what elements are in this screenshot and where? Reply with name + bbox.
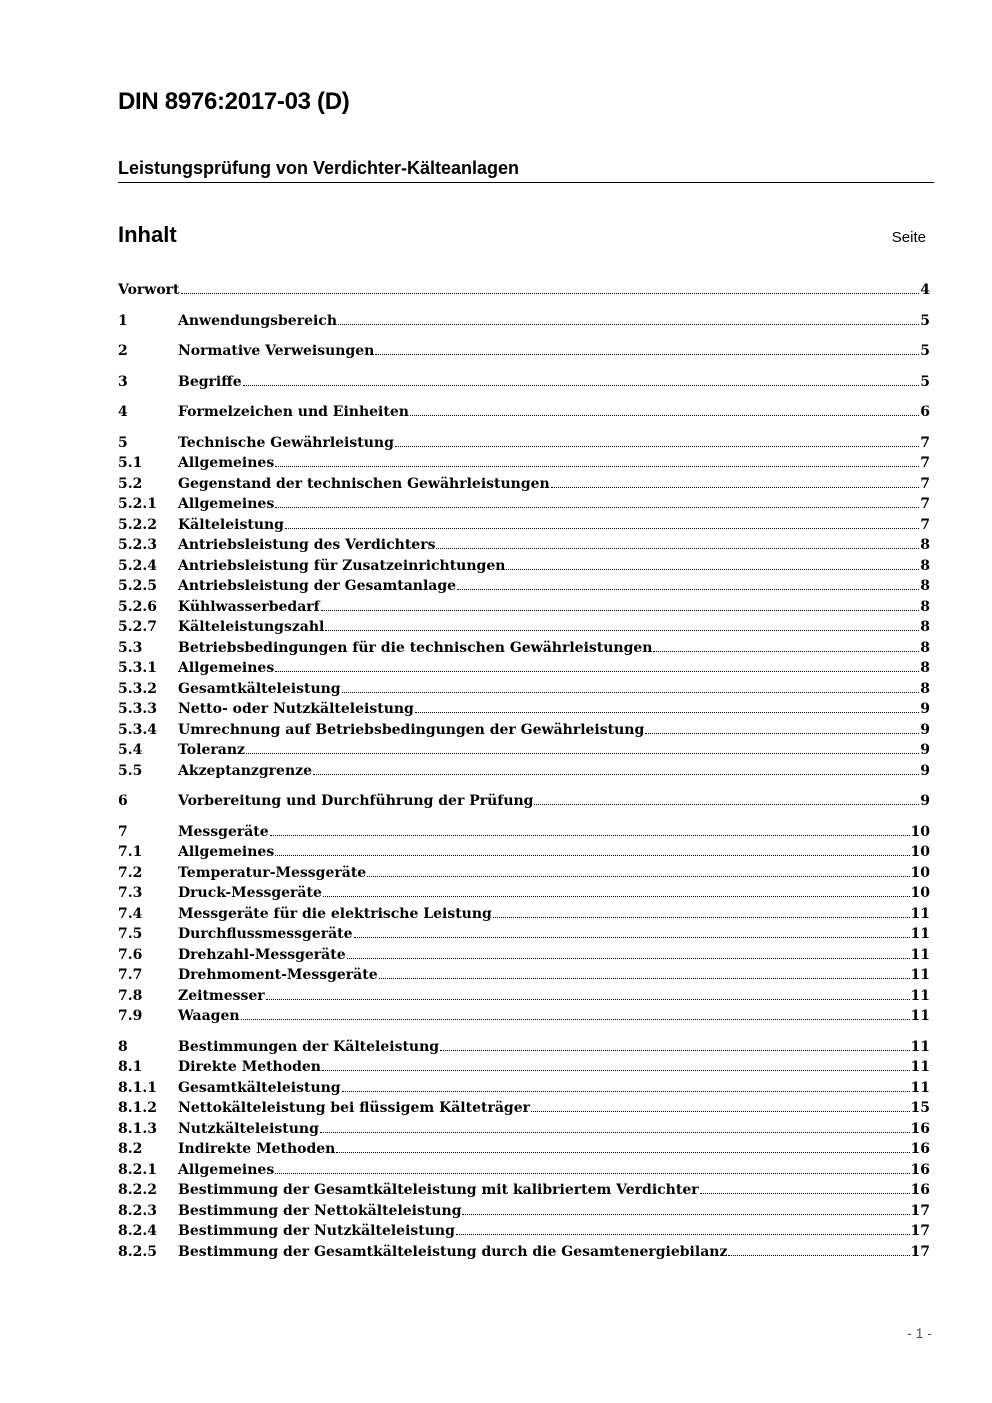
toc-entry-number: 7.2	[118, 864, 143, 881]
toc-entry[interactable]	[118, 904, 930, 925]
toc-entry-title: Direkte Methoden	[178, 1059, 321, 1075]
toc-entry-number: 7	[118, 823, 128, 840]
toc-entry[interactable]	[118, 402, 930, 423]
toc-entry-title: Drehmoment-Messgeräte	[178, 967, 378, 983]
toc-entry[interactable]	[118, 1160, 930, 1181]
toc-entry[interactable]	[118, 658, 930, 679]
toc-dot-leader	[551, 483, 920, 488]
toc-entry[interactable]	[118, 791, 930, 812]
toc-dot-leader	[531, 1107, 910, 1112]
toc-entry-number: 2	[118, 343, 128, 359]
toc-entry[interactable]	[118, 280, 930, 301]
toc-entry-number: 5.3	[118, 639, 143, 656]
toc-entry-page: 11	[910, 905, 930, 922]
toc-entry-page: 8	[920, 578, 930, 594]
toc-entry-number: 5.3.1	[118, 660, 157, 676]
toc-entry-title: Antriebsleistung für Zusatzeinrichtungen	[178, 557, 506, 574]
toc-entry-number: 6	[118, 793, 128, 809]
toc-entry-number: 5.2.2	[118, 516, 157, 533]
toc-dot-leader	[436, 544, 919, 549]
toc-entry-number: 8.2.4	[118, 1223, 157, 1239]
toc-entry-title: Allgemeines	[178, 455, 275, 471]
toc-dot-leader	[181, 289, 920, 294]
toc-dot-leader	[323, 892, 910, 897]
toc-entry-title: Formelzeichen und Einheiten	[178, 404, 409, 420]
toc-entry-page: 7	[920, 475, 930, 492]
toc-entry-number: 7.4	[118, 905, 143, 922]
toc-entry-title: Allgemeines	[178, 496, 275, 512]
toc-dot-leader	[506, 565, 919, 570]
toc-entry-title: Normative Verweisungen	[178, 343, 375, 359]
toc-entry-page: 10	[910, 864, 930, 881]
toc-entry-page: 8	[920, 660, 930, 676]
toc-dot-leader	[275, 503, 919, 508]
toc-entry-page: 10	[910, 885, 930, 901]
toc-entry-page: 8	[920, 598, 930, 615]
toc-entry[interactable]	[118, 1098, 930, 1119]
toc-entry-page: 5	[920, 312, 930, 329]
toc-entry-title: Gegenstand der technischen Gewährleistungen	[178, 475, 550, 492]
toc-entry[interactable]	[118, 311, 930, 332]
toc-entry-title: Begriffe	[178, 373, 242, 390]
toc-entry-title: Betriebsbedingungen für die technischen Gewährleistungen	[178, 639, 653, 656]
toc-entry-number: 5.3.3	[118, 701, 157, 717]
toc-dot-leader	[275, 462, 919, 467]
toc-entry[interactable]	[118, 535, 930, 556]
toc-entry[interactable]	[118, 453, 930, 474]
toc-dot-leader	[456, 1230, 910, 1235]
toc-dot-leader	[275, 851, 909, 856]
toc-dot-leader	[321, 606, 920, 611]
toc-entry[interactable]	[118, 720, 930, 741]
toc-entry-page: 17	[910, 1202, 930, 1219]
toc-entry-number: 8.2	[118, 1141, 143, 1157]
toc-entry[interactable]	[118, 1221, 930, 1242]
toc-dot-leader	[354, 933, 910, 938]
toc-entry-title: Allgemeines	[178, 660, 275, 676]
toc-entry-title: Anwendungsbereich	[178, 312, 337, 329]
toc-dot-leader	[342, 1087, 910, 1092]
toc-entry-number: 5.3.4	[118, 721, 157, 738]
toc-entry-page: 16	[910, 1120, 930, 1137]
toc-entry-page: 9	[920, 721, 930, 738]
toc-entry-page: 8	[920, 557, 930, 574]
toc-entry[interactable]	[118, 822, 930, 843]
toc-entry-page: 6	[920, 404, 930, 420]
toc-entry-title: Drehzahl-Messgeräte	[178, 946, 346, 963]
toc-entry-page: 11	[910, 1008, 930, 1024]
toc-dot-leader	[462, 1210, 909, 1215]
toc-entry[interactable]	[118, 1057, 930, 1078]
toc-entry-number: 8.1.3	[118, 1120, 157, 1137]
toc-dot-leader	[534, 800, 919, 805]
toc-entry-title: Antriebsleistung der Gesamtanlage	[178, 578, 457, 594]
toc-entry[interactable]	[118, 842, 930, 863]
toc-entry-title: Zeitmesser	[178, 987, 265, 1004]
toc-dot-leader	[379, 974, 910, 979]
toc-entry-page: 4	[920, 282, 930, 298]
toc-dot-leader	[395, 442, 919, 447]
toc-entry-number: 7.7	[118, 967, 143, 983]
toc-entry[interactable]	[118, 740, 930, 761]
toc-entry-number: 5	[118, 434, 128, 451]
toc-dot-leader	[246, 749, 919, 754]
toc-entry-title: Nettokälteleistung bei flüssigem Kälteträger	[178, 1100, 530, 1116]
toc-entry-page: 7	[920, 496, 930, 512]
toc-entry-page: 8	[920, 619, 930, 635]
toc-entry-number: 8.2.1	[118, 1161, 157, 1178]
toc-entry-number: 8.2.3	[118, 1202, 157, 1219]
toc-entry[interactable]	[118, 341, 930, 362]
toc-entry-title: Gesamtkälteleistung	[178, 680, 341, 697]
toc-dot-leader	[243, 381, 920, 386]
toc-entry-number: 7.5	[118, 926, 143, 942]
toc-dot-leader	[700, 1189, 910, 1194]
toc-entry[interactable]	[118, 372, 930, 393]
toc-entry-title: Netto- oder Nutzkälteleistung	[178, 701, 414, 717]
toc-entry-page: 11	[910, 987, 930, 1004]
toc-entry-title: Nutzkälteleistung	[178, 1120, 319, 1137]
page-number: - 1 -	[907, 1325, 932, 1341]
toc-entry-number: 4	[118, 404, 128, 420]
toc-entry-page: 16	[910, 1141, 930, 1157]
toc-entry-number: 5.2.3	[118, 537, 157, 553]
toc-entry-page: 17	[910, 1223, 930, 1239]
toc-entry-page: 7	[920, 455, 930, 471]
toc-dot-leader	[270, 831, 910, 836]
toc-entry-number: 5.2.7	[118, 619, 157, 635]
toc-dot-leader	[325, 626, 919, 631]
toc-entry-title: Bestimmung der Gesamtkälteleistung mit kalibriertem Verdichter	[178, 1182, 699, 1198]
toc-entry[interactable]	[118, 1078, 930, 1099]
toc-dot-leader	[313, 770, 919, 775]
toc-entry-page: 7	[920, 434, 930, 451]
toc-dot-leader	[457, 585, 919, 590]
toc-entry[interactable]	[118, 617, 930, 638]
toc-entry-number: 5.4	[118, 742, 143, 758]
toc-entry[interactable]	[118, 863, 930, 884]
toc-entry-number: 8.2.5	[118, 1243, 157, 1260]
toc-entry-title: Durchflussmessgeräte	[178, 926, 353, 942]
toc-dot-leader	[266, 995, 910, 1000]
toc-entry-page: 8	[920, 680, 930, 697]
toc-entry-number: 5.2.6	[118, 598, 157, 615]
toc-dot-leader	[375, 350, 919, 355]
toc-entry[interactable]	[118, 1201, 930, 1222]
toc-entry-title: Gesamtkälteleistung	[178, 1079, 341, 1096]
toc-entry-page: 11	[910, 946, 930, 963]
toc-entry[interactable]	[118, 945, 930, 966]
toc-entry-page: 11	[910, 967, 930, 983]
toc-entry-page: 11	[910, 1059, 930, 1075]
toc-entry[interactable]	[118, 638, 930, 659]
toc-dot-leader	[653, 647, 919, 652]
toc-entry-number: 5.2	[118, 475, 143, 492]
toc-entry-page: 9	[920, 793, 930, 809]
toc-entry-page: 8	[920, 537, 930, 553]
toc-entry-number: 5.1	[118, 455, 143, 471]
toc-entry[interactable]	[118, 924, 930, 945]
toc-entry-page: 5	[920, 373, 930, 390]
toc-entry[interactable]	[118, 679, 930, 700]
toc-entry-title: Temperatur-Messgeräte	[178, 864, 367, 881]
toc-entry-title: Toleranz	[178, 742, 245, 758]
toc-dot-leader	[241, 1015, 910, 1020]
toc-entry[interactable]	[118, 576, 930, 597]
toc-entry[interactable]	[118, 1139, 930, 1160]
document-title: DIN 8976:2017-03 (D)	[118, 88, 350, 115]
toc-entry-page: 15	[910, 1100, 930, 1116]
toc-entry-page: 9	[920, 742, 930, 758]
toc-entry-page: 10	[910, 823, 930, 840]
toc-page-label: Seite	[891, 229, 926, 246]
toc-entry-page: 9	[920, 701, 930, 717]
toc-entry[interactable]	[118, 699, 930, 720]
toc-dot-leader	[493, 913, 910, 918]
toc-dot-leader	[322, 1066, 910, 1071]
toc-entry[interactable]	[118, 883, 930, 904]
table-of-contents	[118, 280, 930, 1262]
toc-entry-page: 16	[910, 1182, 930, 1198]
toc-entry[interactable]	[118, 515, 930, 536]
toc-entry-title: Akzeptanzgrenze	[178, 762, 312, 779]
toc-entry[interactable]	[118, 1037, 930, 1058]
toc-dot-leader	[336, 1148, 909, 1153]
toc-entry-page: 17	[910, 1243, 930, 1260]
toc-entry[interactable]	[118, 965, 930, 986]
toc-entry-page: 11	[910, 1038, 930, 1055]
toc-entry-title: Allgemeines	[178, 1161, 275, 1178]
toc-dot-leader	[275, 667, 919, 672]
toc-entry-number: 5.5	[118, 762, 143, 779]
toc-entry-title: Kälteleistungszahl	[178, 619, 325, 635]
toc-entry-page: 7	[920, 516, 930, 533]
toc-entry-number: 5.2.5	[118, 578, 157, 594]
toc-entry-page: 11	[910, 926, 930, 942]
toc-entry-number: 8.1.2	[118, 1100, 157, 1116]
toc-entry[interactable]	[118, 1180, 930, 1201]
toc-dot-leader	[410, 411, 919, 416]
document-subtitle: Leistungsprüfung von Verdichter-Kälteanlagen	[118, 158, 934, 183]
toc-dot-leader	[338, 320, 919, 325]
toc-entry-page: 10	[910, 844, 930, 860]
toc-entry-number: 5.2.1	[118, 496, 157, 512]
toc-dot-leader	[285, 524, 919, 529]
toc-entry[interactable]	[118, 986, 930, 1007]
toc-entry[interactable]	[118, 474, 930, 495]
toc-entry[interactable]	[118, 1242, 930, 1263]
toc-dot-leader	[645, 729, 919, 734]
toc-entry-number: 3	[118, 373, 128, 390]
toc-entry-title: Bestimmung der Nutzkälteleistung	[178, 1223, 455, 1239]
toc-dot-leader	[440, 1046, 909, 1051]
toc-entry-title: Kühlwasserbedarf	[178, 598, 320, 615]
toc-entry-number: 7.9	[118, 1008, 143, 1024]
toc-dot-leader	[342, 688, 920, 693]
toc-entry-title: Antriebsleistung des Verdichters	[178, 537, 436, 553]
toc-entry[interactable]	[118, 1119, 930, 1140]
toc-entry[interactable]	[118, 761, 930, 782]
toc-entry-title: Vorbereitung und Durchführung der Prüfung	[178, 793, 534, 809]
toc-dot-leader	[275, 1169, 909, 1174]
toc-entry-title: Indirekte Methoden	[178, 1141, 336, 1157]
toc-entry-number: 8	[118, 1038, 128, 1055]
toc-entry-number: 7.1	[118, 844, 143, 860]
toc-dot-leader	[320, 1128, 910, 1133]
toc-entry-title: Vorwort	[118, 282, 180, 298]
toc-dot-leader	[367, 872, 909, 877]
toc-dot-leader	[415, 708, 919, 713]
toc-heading: Inhalt	[118, 222, 177, 247]
toc-entry-number: 5.2.4	[118, 557, 157, 574]
toc-entry[interactable]	[118, 1006, 930, 1027]
toc-entry-title: Messgeräte für die elektrische Leistung	[178, 905, 492, 922]
toc-entry-page: 16	[910, 1161, 930, 1178]
toc-entry-page: 8	[920, 639, 930, 656]
toc-entry-title: Waagen	[178, 1008, 240, 1024]
toc-entry-page: 9	[920, 762, 930, 779]
toc-entry-title: Allgemeines	[178, 844, 275, 860]
toc-dot-leader	[728, 1251, 909, 1256]
toc-entry-title: Bestimmung der Nettokälteleistung	[178, 1202, 462, 1219]
toc-entry-title: Bestimmung der Gesamtkälteleistung durch die Gesamtenergiebilanz	[178, 1243, 728, 1260]
toc-entry-number: 8.1.1	[118, 1079, 157, 1096]
toc-entry-title: Bestimmungen der Kälteleistung	[178, 1038, 440, 1055]
toc-entry-number: 7.3	[118, 885, 143, 901]
toc-entry-title: Technische Gewährleistung	[178, 434, 394, 451]
toc-entry-number: 7.6	[118, 946, 143, 963]
toc-entry-page: 5	[920, 343, 930, 359]
toc-entry[interactable]	[118, 433, 930, 454]
toc-entry-number: 7.8	[118, 987, 143, 1004]
toc-entry-title: Umrechnung auf Betriebsbedingungen der Gewährleistung	[178, 721, 645, 738]
toc-entry[interactable]	[118, 597, 930, 618]
toc-entry[interactable]	[118, 556, 930, 577]
toc-entry-title: Messgeräte	[178, 823, 269, 840]
toc-entry-number: 8.1	[118, 1059, 143, 1075]
toc-entry-title: Druck-Messgeräte	[178, 885, 322, 901]
toc-dot-leader	[347, 954, 910, 959]
toc-entry-number: 8.2.2	[118, 1182, 157, 1198]
toc-entry-number: 1	[118, 312, 128, 329]
toc-entry[interactable]	[118, 494, 930, 515]
toc-entry-number: 5.3.2	[118, 680, 157, 697]
toc-entry-page: 11	[910, 1079, 930, 1096]
toc-entry-title: Kälteleistung	[178, 516, 284, 533]
